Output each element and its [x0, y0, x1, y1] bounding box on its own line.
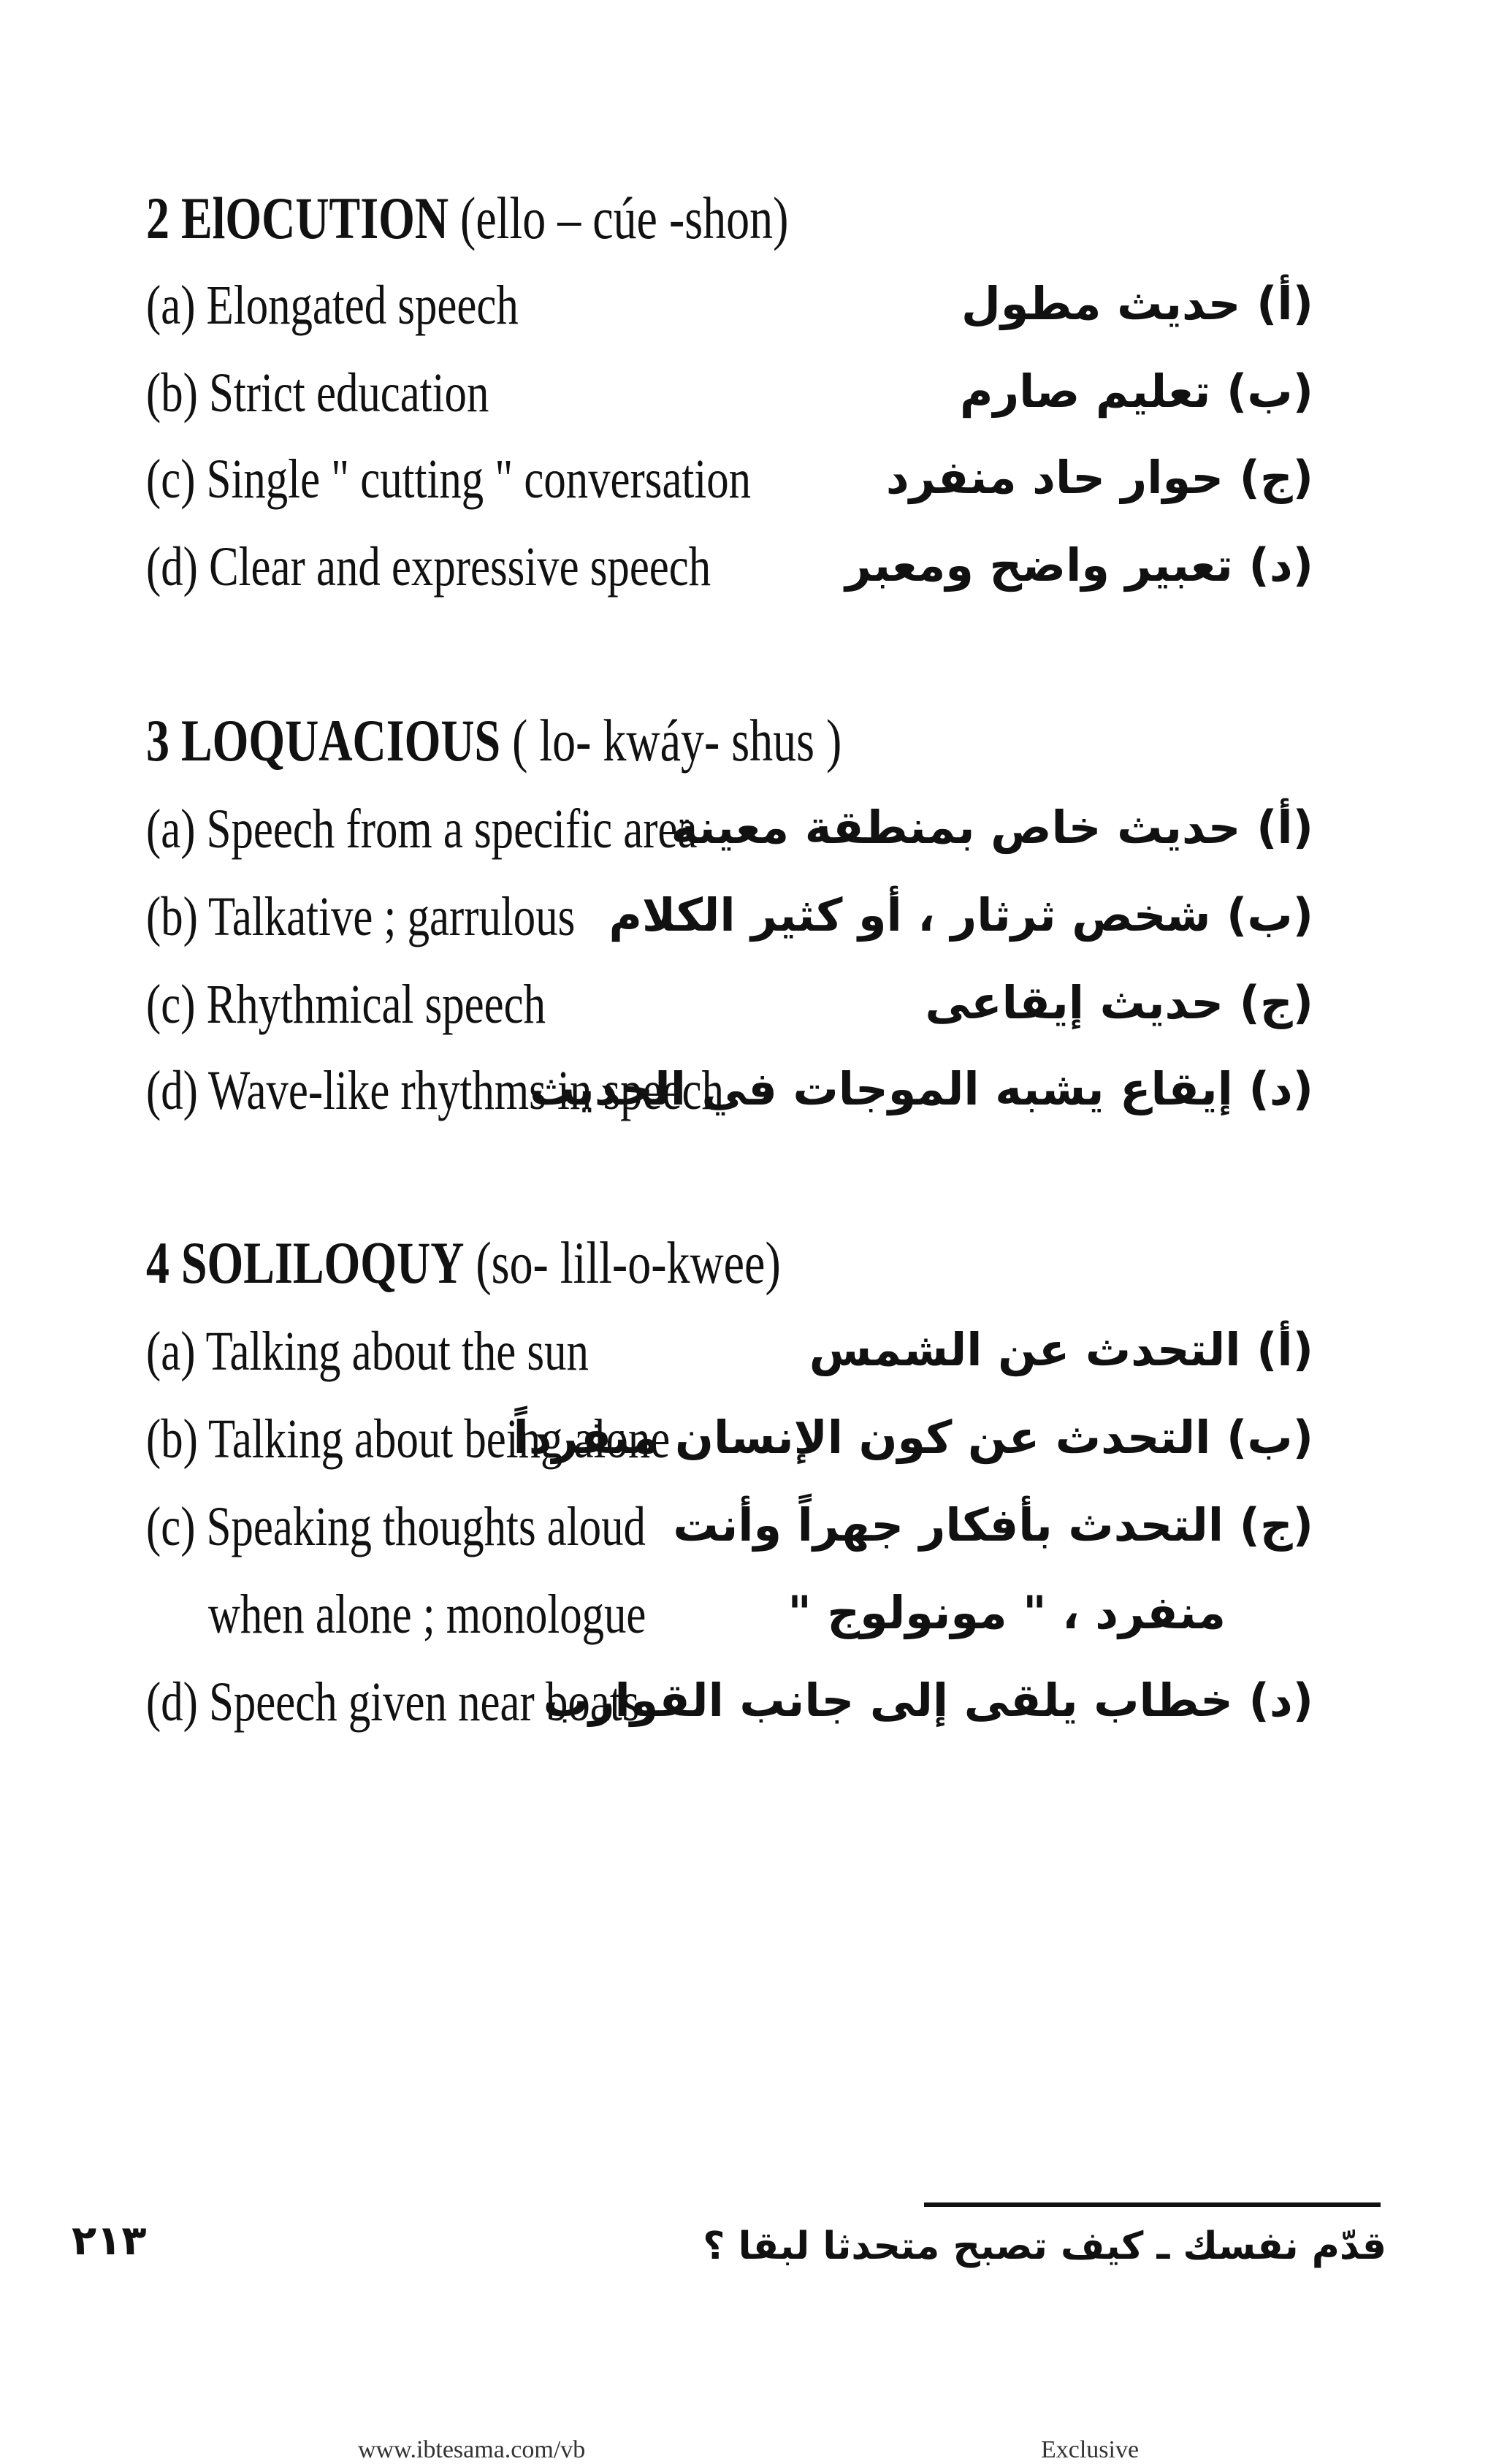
option-english: (b) Talking about being alone [146, 1408, 671, 1470]
option-english: (b) Talkative ; garrulous [146, 886, 576, 947]
option-english: (c) Rhythmical speech [146, 974, 546, 1035]
question-4-option-a [0, 1321, 1496, 1397]
header-rule [924, 2202, 1381, 2207]
option-arabic: (أ) حديث مطول [961, 277, 1313, 330]
book-title: قدّم نفسك ـ كيف تصبح متحدثا لبقا ؟ [703, 2224, 1386, 2268]
option-arabic: (ج) التحدث بأفكار جهراً وأنت [673, 1498, 1313, 1552]
question-3-option-d [0, 1060, 1496, 1136]
question-4-option-b [0, 1408, 1496, 1484]
option-english: (c) Speaking thoughts aloud [146, 1496, 646, 1557]
question-2-option-a [0, 275, 1496, 351]
question-2-option-b [0, 362, 1496, 438]
option-arabic: (ب) شخص ثرثار ، أو كثير الكلام [608, 888, 1313, 942]
option-english: (d) Clear and expressive speech [146, 536, 711, 598]
option-english: (d) Wave-like rhythms in speech [146, 1060, 724, 1121]
question-3-option-c [0, 974, 1496, 1050]
option-arabic: (ب) تعليم صارم [960, 365, 1313, 418]
question-4-heading [146, 1229, 781, 1296]
question-4-word: 4 SOLILOQUY [146, 1229, 465, 1296]
option-english: (a) Elongated speech [146, 275, 519, 336]
option-arabic: (أ) حديث خاص بمنطقة معينة [671, 801, 1313, 854]
footer-url: www.ibtesama.com/vb [358, 2436, 586, 2463]
option-english: (a) Talking about the sun [146, 1321, 589, 1382]
option-arabic: (أ) التحدث عن الشمس [809, 1323, 1313, 1376]
question-4-pronunciation: (so- lill-o-kwee) [476, 1229, 781, 1296]
question-2-word: 2 ElOCUTION [146, 185, 449, 251]
option-english: (b) Strict education [146, 362, 489, 424]
question-2-heading [146, 185, 789, 251]
question-2-option-d [0, 536, 1496, 612]
question-2-pronunciation: (ello – cúe -shon) [460, 185, 789, 251]
option-english: when alone ; monologue [208, 1584, 646, 1645]
page-number: ٢١٣ [72, 2217, 147, 2265]
option-english: (d) Speech given near boats [146, 1671, 640, 1733]
question-3-pronunciation: ( lo- kwáy- shus ) [512, 707, 842, 774]
option-arabic: (ج) حديث إيقاعى [925, 976, 1313, 1029]
footer-label: Exclusive [1041, 2436, 1140, 2463]
option-arabic: (د) تعبير واضح ومعبر [845, 538, 1313, 592]
option-arabic: منفرد ، " مونولوج " [787, 1586, 1226, 1639]
option-arabic: (ج) حوار حاد منفرد [885, 451, 1313, 504]
option-arabic: (ب) التحدث عن كون الإنسان منفرداً [513, 1411, 1313, 1464]
question-4-option-c [0, 1496, 1496, 1572]
option-arabic: (د) خطاب يلقى إلى جانب القوارب [543, 1674, 1313, 1727]
question-3-word: 3 LOQUACIOUS [146, 707, 501, 774]
option-english: (a) Speech from a specific area [146, 798, 698, 860]
question-3-heading [146, 707, 842, 774]
question-2-option-c [0, 451, 1496, 525]
question-4-option-d [0, 1671, 1496, 1747]
option-english: (c) Single " cutting " conversation [146, 449, 752, 510]
question-3-option-b [0, 886, 1496, 962]
option-arabic: (د) إيقاع يشبه الموجات في الحديث [530, 1062, 1313, 1115]
question-3-option-a [0, 798, 1496, 874]
question-4-option-c-continued [0, 1584, 1496, 1660]
